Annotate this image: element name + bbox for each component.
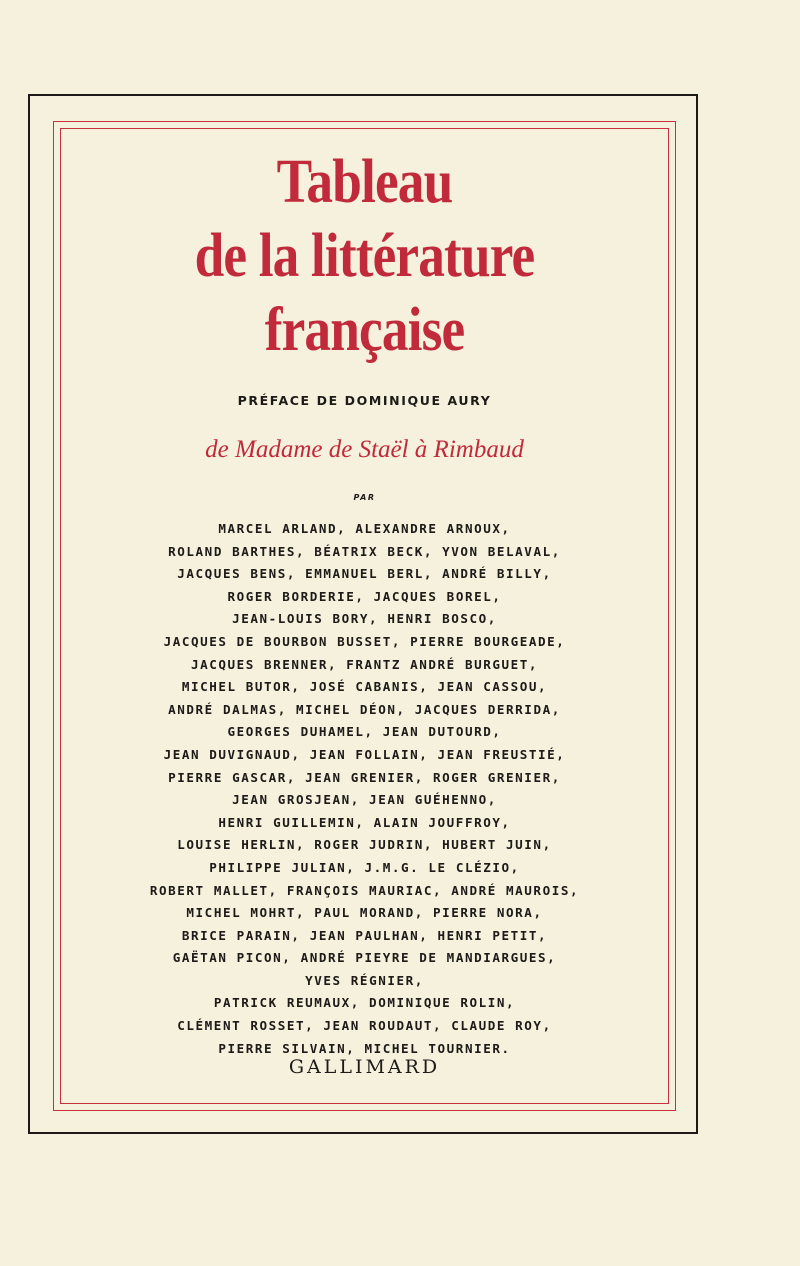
- authors-line: JEAN-LOUIS BORY, HENRI BOSCO,: [232, 611, 497, 627]
- authors-line: ROGER BORDERIE, JACQUES BOREL,: [227, 588, 502, 604]
- title-line-3: française: [264, 296, 465, 364]
- authors-line: MICHEL BUTOR, JOSÉ CABANIS, JEAN CASSOU,: [181, 679, 548, 695]
- authors-line: PIERRE GASCAR, JEAN GRENIER, ROGER GRENIER,: [168, 769, 561, 785]
- authors-line: YVES RÉGNIER,: [305, 972, 424, 988]
- authors-line: PATRICK REUMAUX, DOMINIQUE ROLIN,: [213, 995, 516, 1011]
- authors-line: ROLAND BARTHES, BÉATRIX BECK, YVON BELAVAL,: [168, 543, 561, 559]
- title-line-1: Tableau: [276, 148, 453, 216]
- authors-line: GEORGES DUHAMEL, JEAN DUTOURD,: [227, 724, 502, 740]
- subtitle: de Madame de Staël à Rimbaud: [205, 436, 524, 463]
- authors-line: JACQUES BRENNER, FRANTZ ANDRÉ BURGUET,: [190, 656, 539, 672]
- authors-line: JACQUES BENS, EMMANUEL BERL, ANDRÉ BILLY,: [177, 566, 552, 582]
- title-line-2: de la littérature: [194, 222, 535, 290]
- authors-line: MICHEL MOHRT, PAUL MORAND, PIERRE NORA,: [186, 905, 543, 921]
- authors-line: JEAN GROSJEAN, JEAN GUÉHENNO,: [232, 792, 497, 808]
- authors-line: MARCEL ARLAND, ALEXANDRE ARNOUX,: [218, 521, 511, 536]
- authors-line: ROBERT MALLET, FRANÇOIS MAURIAC, ANDRÉ MAUROIS,: [149, 882, 580, 898]
- authors-line: JEAN DUVIGNAUD, JEAN FOLLAIN, JEAN FREUSTIÉ,: [163, 746, 566, 762]
- authors-line: LOUISE HERLIN, ROGER JUDRIN, HUBERT JUIN,: [177, 837, 552, 853]
- authors-line: BRICE PARAIN, JEAN PAULHAN, HENRI PETIT,: [181, 927, 548, 943]
- by-label: PAR: [353, 493, 376, 502]
- authors-line: CLÉMENT ROSSET, JEAN ROUDAUT, CLAUDE ROY,: [177, 1018, 552, 1034]
- preface-credit: PRÉFACE DE DOMINIQUE AURY: [237, 393, 492, 408]
- authors-line: PHILIPPE JULIAN, J.M.G. LE CLÉZIO,: [209, 859, 520, 875]
- authors-line: ANDRÉ DALMAS, MICHEL DÉON, JACQUES DERRIDA,: [168, 701, 561, 717]
- authors-line: GAËTAN PICON, ANDRÉ PIEYRE DE MANDIARGUES,: [172, 950, 557, 966]
- authors-line: HENRI GUILLEMIN, ALAIN JOUFFROY,: [218, 814, 511, 830]
- authors-line: JACQUES DE BOURBON BUSSET, PIERRE BOURGEADE,: [163, 633, 566, 649]
- authors-list: [60, 518, 669, 1060]
- authors-line: PIERRE SILVAIN, MICHEL TOURNIER.: [218, 1040, 511, 1056]
- publisher-name: GALLIMARD: [288, 1056, 441, 1078]
